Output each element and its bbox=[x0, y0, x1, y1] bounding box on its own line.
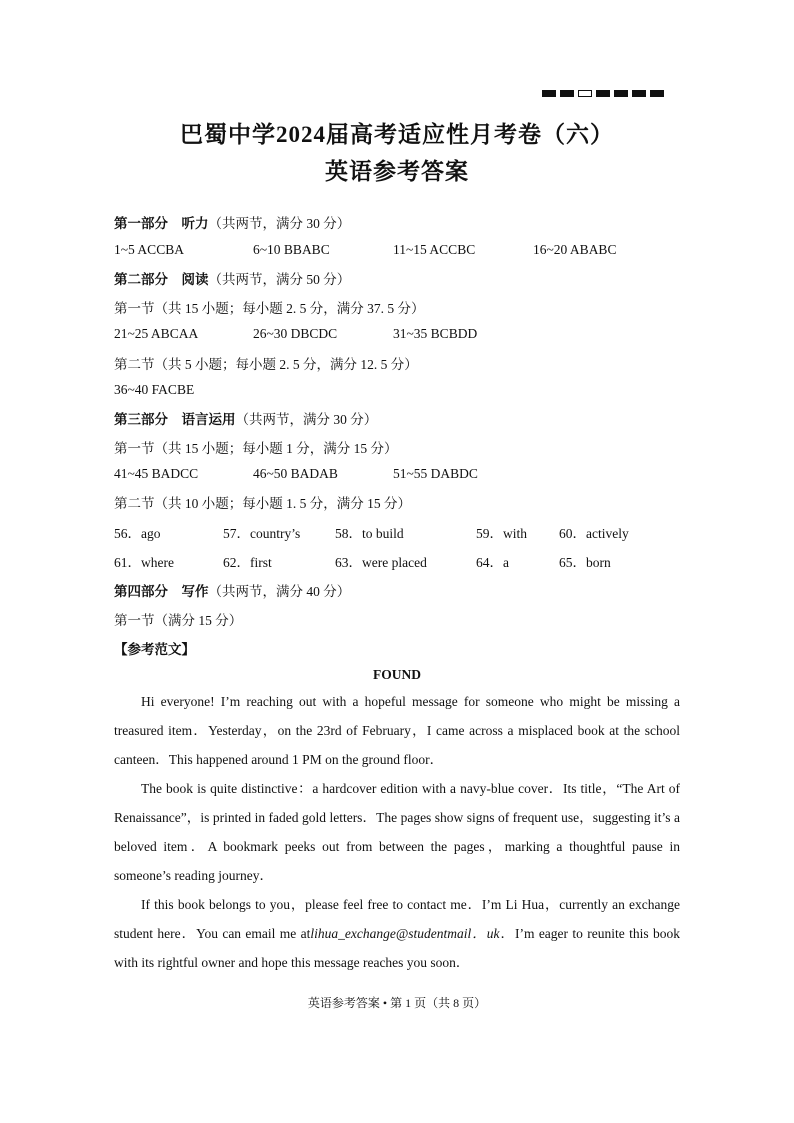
page-footer: 英语参考答案 • 第 1 页（共 8 页） bbox=[307, 996, 487, 1010]
part2-subject: 阅读 bbox=[181, 272, 209, 287]
answer-group: 11~15 ACCBC bbox=[393, 242, 476, 257]
part2-section1-note: 第一节（共 15 小题；每小题 2. 5 分，满分 37. 5 分） bbox=[114, 301, 425, 316]
fill-in-answer: 63．were placed bbox=[335, 555, 427, 570]
answer-group: 16~20 ABABC bbox=[533, 242, 617, 257]
part2-section1-answers bbox=[114, 326, 680, 344]
essay-paragraph: The book is quite distinctive：a hardcover edition with a navy-blue cover．Its title，“The Art of Renaissance”，is printed in faded gold letters．The pages show signs of frequent use，suggesting it’s a beloved item．A bookmark peeks out from between the pages，marking a thoughtful pause in someone’s reading journey． bbox=[114, 781, 680, 883]
answer-group: 26~30 DBCDC bbox=[253, 326, 338, 341]
part1-heading bbox=[114, 212, 350, 232]
part4-section1-note: 第一节（满分 15 分） bbox=[114, 613, 243, 628]
marker-block bbox=[560, 90, 574, 97]
answer-group: 51~55 DABDC bbox=[393, 466, 478, 481]
part3-heading bbox=[114, 408, 377, 428]
part4-label: 第四部分 bbox=[114, 584, 168, 599]
answer-group: 41~45 BADCC bbox=[114, 466, 199, 481]
fill-in-answer: 59．with bbox=[476, 526, 528, 541]
page-title: 巴蜀中学2024届高考适应性月考卷（六） bbox=[180, 122, 614, 147]
part4-note: （共两节，满分 40 分） bbox=[208, 584, 351, 599]
part3-section1-answers bbox=[114, 466, 680, 484]
part3-note: （共两节，满分 30 分） bbox=[235, 412, 378, 427]
marker-block bbox=[596, 90, 610, 97]
fill-in-answer: 58．to build bbox=[335, 526, 404, 541]
marker-block bbox=[614, 90, 628, 97]
part2-note: （共两节，满分 50 分） bbox=[208, 272, 351, 287]
part2-section2-note: 第二节（共 5 小题；每小题 2. 5 分，满分 12. 5 分） bbox=[114, 357, 418, 372]
answer-group: 6~10 BBABC bbox=[253, 242, 330, 257]
part3-section1-note: 第一节（共 15 小题；每小题 1 分，满分 15 分） bbox=[114, 441, 398, 456]
part1-label: 第一部分 bbox=[114, 216, 168, 231]
fill-in-row bbox=[114, 551, 680, 569]
sample-essay-label: 【参考范文】 bbox=[114, 642, 195, 657]
fill-in-answer: 64．a bbox=[476, 555, 509, 570]
part4-subject: 写作 bbox=[181, 584, 209, 599]
answer-group: 46~50 BADAB bbox=[253, 466, 338, 481]
email-address: lihua_exchange@studentmail．uk bbox=[310, 926, 500, 941]
essay-title: FOUND bbox=[373, 667, 421, 682]
fill-in-answer: 60．actively bbox=[559, 526, 629, 541]
part3-label: 第三部分 bbox=[114, 412, 168, 427]
fill-in-row bbox=[114, 522, 680, 540]
answer-group: 31~35 BCBDD bbox=[393, 326, 478, 341]
part2-label: 第二部分 bbox=[114, 272, 168, 287]
marker-block bbox=[542, 90, 556, 97]
fill-in-answer: 61．where bbox=[114, 555, 174, 570]
part2-heading bbox=[114, 268, 350, 288]
part1-note: （共两节，满分 30 分） bbox=[208, 216, 351, 231]
essay-body bbox=[114, 687, 680, 977]
page-marker-blocks bbox=[542, 90, 664, 97]
fill-in-answer: 57．country’s bbox=[223, 526, 301, 541]
marker-block-hollow bbox=[578, 90, 592, 97]
part3-section2-note: 第二节（共 10 小题；每小题 1. 5 分，满分 15 分） bbox=[114, 496, 411, 511]
part1-subject: 听力 bbox=[181, 216, 209, 231]
part3-subject: 语言运用 bbox=[181, 412, 236, 427]
essay-paragraph: Hi everyone! I’m reaching out with a hopeful message for someone who might be missing a treasured item．Yesterday，on the 23rd of February，I came across a misplaced book at the school canteen．This happened around 1 PM on the ground floor． bbox=[114, 694, 680, 767]
marker-block bbox=[632, 90, 646, 97]
fill-in-answer: 56．ago bbox=[114, 526, 161, 541]
fill-in-answer: 65．born bbox=[559, 555, 611, 570]
answer-group: 21~25 ABCAA bbox=[114, 326, 199, 341]
part2-section2-answers: 36~40 FACBE bbox=[114, 382, 195, 397]
essay-paragraph: If this book belongs to you，please feel free to contact me．I’m Li Hua，currently an exchange student here．You can email me atlihua_exchange@studentmail．uk．I’m eager to reunite this book with its rightful owner and hope this message reaches you soon． bbox=[114, 897, 680, 970]
answer-group: 1~5 ACCBA bbox=[114, 242, 184, 257]
page-subtitle: 英语参考答案 bbox=[325, 159, 469, 184]
marker-block bbox=[650, 90, 664, 97]
part1-answers bbox=[114, 242, 680, 260]
fill-in-answer: 62．first bbox=[223, 555, 272, 570]
part4-heading bbox=[114, 580, 350, 600]
